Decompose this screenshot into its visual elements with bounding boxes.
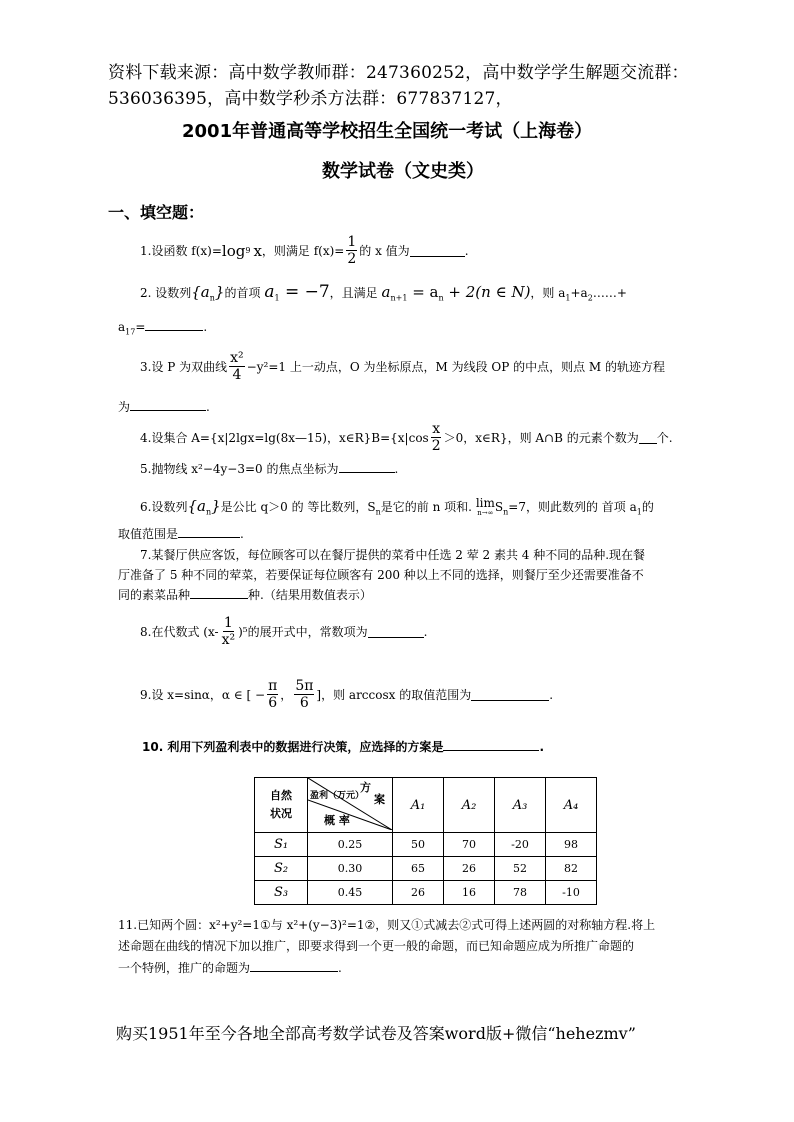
q1-post: 的 x 值为 <box>359 243 410 258</box>
q11-l3-end: . <box>338 961 342 975</box>
q9-fraction-2 <box>294 678 314 711</box>
q8-end: . <box>423 624 428 639</box>
question-9 <box>140 678 553 711</box>
q6-seq: {a <box>187 497 206 515</box>
q6-seq-sub: n <box>205 507 212 517</box>
q7-l3-end: 种.（结果用数值表示） <box>248 588 372 602</box>
q3-l2: 为 <box>118 400 131 414</box>
question-4 <box>140 421 673 454</box>
q3-fraction <box>229 350 245 383</box>
q2-l2a: a <box>118 320 126 334</box>
cell-value: 50 <box>393 833 444 857</box>
question-2 <box>140 283 627 307</box>
q1-end: . <box>464 243 469 258</box>
q1-mid: ，则满足 f(x)= <box>261 243 345 258</box>
q9-comma: ， <box>280 687 293 702</box>
q1-log-base: 9 <box>245 245 251 255</box>
row-prob: 0.30 <box>308 857 393 881</box>
table-header-row <box>255 778 597 833</box>
row-state: S₁ <box>255 833 308 857</box>
q3-text: 3.设 P 为双曲线 <box>140 359 228 374</box>
q4-num: x <box>432 421 441 437</box>
col-a4: A₄ <box>546 778 597 833</box>
cell-value: 26 <box>393 881 444 905</box>
q2-t2: 2 <box>587 293 593 303</box>
cell-value: -20 <box>495 833 546 857</box>
q2-answer-blank[interactable] <box>145 318 203 331</box>
q6-s-sub-2: n <box>503 507 509 517</box>
q6-post: S <box>494 500 504 514</box>
q3-end: . <box>206 400 210 414</box>
table-row <box>255 857 597 881</box>
q2-seq-sub: n <box>209 293 215 303</box>
q8-num: 1 <box>223 615 233 631</box>
q6-s-sub: n <box>375 507 381 517</box>
q2-l2-end: . <box>203 320 208 334</box>
q6-l2-end: . <box>240 527 244 541</box>
q2-mid1: 的首项 <box>224 286 261 300</box>
question-7-line2: 厅准备了 5 种不同的荤菜，若要保证每位顾客有 200 种以上不同的选择，则餐厅至少还需要准备不 <box>118 568 644 582</box>
col-a3: A₃ <box>495 778 546 833</box>
q6-seq-end: } <box>211 497 221 515</box>
question-11-line1: 11.已知两个圆：x²+y²=1①与 x²+(y−3)²=1②，则又①式减去②式可得上述两圆的对称轴方程.将上 <box>118 918 656 932</box>
question-6-line2 <box>118 525 244 543</box>
q2-a1-val: = −7 <box>279 282 330 302</box>
q6-text: 6.设数列 <box>140 500 188 514</box>
q6-post2: =7，则此数列的 首项 a <box>508 500 637 514</box>
col-a1: A₁ <box>393 778 444 833</box>
exam-title: 2001年普通高等学校招生全国统一考试（上海卷） <box>182 121 593 142</box>
q10-end: . <box>539 740 545 754</box>
row-head-1: 自然 <box>270 789 292 802</box>
q6-mid: 是公比 q＞0 的 等比数列，S <box>220 500 376 514</box>
q10-answer-blank[interactable] <box>443 740 539 751</box>
q9-fraction-1 <box>267 678 278 711</box>
q1-log: log <box>221 241 246 260</box>
q1-var: x <box>253 241 262 260</box>
source-line-1: 资料下载来源：高中数学教师群：247360252，高中数学学生解题交流群： <box>108 63 689 83</box>
q4-end: 个. <box>656 430 673 445</box>
q4-post: ＞0，x∈R}，则 A∩B 的元素个数为 <box>443 430 639 445</box>
question-3 <box>140 350 665 383</box>
q10-text: 10. 利用下列盈利表中的数据进行决策，应选择的方案是 <box>142 740 444 754</box>
question-7-line1: 7.某餐厅供应客饭，每位顾客可以在餐厅提供的菜肴中任选 2 荤 2 素共 4 种不同的品种.现在餐 <box>140 548 646 562</box>
cell-value: 70 <box>444 833 495 857</box>
q3-post: −y²=1 上一动点，O 为坐标原点，M 为线段 OP 的中点，则点 M 的轨迹方程 <box>246 359 666 374</box>
q7-l3: 同的素菜品种 <box>118 588 191 602</box>
q4-text: 4.设集合 A={x|2lgx=lg(8x—15)，x∈R}B={x|cos <box>140 430 429 445</box>
cell-value: 65 <box>393 857 444 881</box>
table-row <box>255 833 597 857</box>
q4-answer-blank[interactable] <box>639 431 657 444</box>
question-11-line2: 述命题在曲线的情况下加以推广，即要求得到一个更一般的命题，而已知命题应成为所推广命题的 <box>118 939 635 953</box>
row-prob: 0.45 <box>308 881 393 905</box>
q11-answer-blank[interactable] <box>250 959 338 972</box>
q2-rec: a <box>381 283 391 301</box>
row-head-2: 状况 <box>270 807 292 820</box>
q9-den1: 6 <box>268 695 278 711</box>
cell-value: 98 <box>546 833 597 857</box>
q3-answer-blank[interactable] <box>130 398 206 411</box>
q1-answer-blank[interactable] <box>410 244 465 257</box>
row-header-cell <box>255 778 308 833</box>
corner-bottom: 概 率 <box>324 814 350 827</box>
cell-value: 26 <box>444 857 495 881</box>
q2-t1: 1 <box>565 293 571 303</box>
corner-top: 方 <box>360 781 371 794</box>
q6-post3: 1 <box>636 507 642 517</box>
cell-value: 16 <box>444 881 495 905</box>
q1-text: 1.设函数 f(x)= <box>140 243 222 258</box>
q2-tail: ，则 a <box>530 286 566 300</box>
q11-l3: 一个特例，推广的命题为 <box>118 961 251 975</box>
q2-rec-sub2: n <box>438 293 444 303</box>
q1-fraction <box>346 234 357 267</box>
question-7-line3 <box>118 586 372 604</box>
q3-num: x² <box>230 350 244 366</box>
question-6 <box>140 497 654 521</box>
q6-l2: 取值范围是 <box>118 527 179 541</box>
q1-num: 1 <box>347 234 357 250</box>
q2-rec-end: + 2(n ∈ N) <box>443 283 531 301</box>
q4-den: 2 <box>431 438 441 454</box>
q6-post4: 的 <box>641 500 654 514</box>
q2-l2-sub: 17 <box>125 327 136 337</box>
q1-den: 2 <box>347 251 357 267</box>
cell-value: 52 <box>495 857 546 881</box>
q7-answer-blank[interactable] <box>190 586 248 599</box>
question-3-line2 <box>118 398 210 416</box>
cell-value: -10 <box>546 881 597 905</box>
q6-lim-sub: n→∞ <box>477 508 494 517</box>
row-state: S₂ <box>255 857 308 881</box>
q2-rec-val: = a <box>407 283 439 301</box>
q9-den2: 6 <box>299 695 309 711</box>
corner-cell <box>308 778 393 833</box>
col-a2: A₂ <box>444 778 495 833</box>
footer-note: 购买1951年至今各地全部高考数学试卷及答案word版+微信“hehezmv” <box>116 1024 636 1043</box>
q9-post: ]，则 arccosx 的取值范围为 <box>316 687 472 702</box>
q6-answer-blank[interactable] <box>178 525 240 538</box>
question-8 <box>140 615 427 648</box>
q8-post: )⁵的展开式中，常数项为 <box>238 624 368 639</box>
q5-answer-blank[interactable] <box>339 460 395 473</box>
section-heading: 一、填空题： <box>108 203 205 222</box>
question-5 <box>140 460 398 478</box>
q9-num2: 5π <box>295 678 314 694</box>
row-state: S₃ <box>255 881 308 905</box>
q2-rec-sub: n+1 <box>390 293 408 303</box>
q2-a1-sub: 1 <box>274 293 280 303</box>
corner-top2: 案 <box>374 793 385 806</box>
q2-seq: {a <box>191 283 210 301</box>
q2-l2b: = <box>135 320 146 334</box>
question-2-line2 <box>118 318 207 341</box>
q2-seq-end: } <box>214 283 225 301</box>
q5-text: 5.抛物线 x²−4y−3=0 的焦点坐标为 <box>140 462 339 476</box>
cell-value: 82 <box>546 857 597 881</box>
q9-num1: π <box>268 678 278 694</box>
q6-lim: lim <box>475 495 495 510</box>
q8-answer-blank[interactable] <box>368 625 424 638</box>
corner-mid: 盈利（万元） <box>310 791 365 801</box>
q3-den: 4 <box>232 367 242 383</box>
q4-fraction <box>431 421 442 454</box>
q8-text: 8.在代数式 (x- <box>140 624 219 639</box>
q2-a1: a <box>264 282 275 302</box>
source-line-2: 536036395，高中数学秒杀方法群：677837127， <box>108 89 513 109</box>
row-prob: 0.25 <box>308 833 393 857</box>
q5-end: . <box>394 462 399 476</box>
question-10 <box>142 738 544 755</box>
q9-end: . <box>549 687 554 702</box>
q2-mid2: ，且满足 <box>329 286 378 300</box>
q2-tail3: ……+ <box>592 286 627 300</box>
q6-limit <box>475 495 495 518</box>
question-1 <box>140 234 469 267</box>
q2-tail2: +a <box>570 286 588 300</box>
cell-value: 78 <box>495 881 546 905</box>
q6-mid2: 是它的前 n 项和. <box>380 500 472 514</box>
table-row <box>255 881 597 905</box>
question-11-line3 <box>118 959 342 977</box>
q9-text: 9.设 x=sinα，α ∈ [ − <box>140 687 266 702</box>
q8-den: x² <box>221 632 236 648</box>
q2-text: 2. 设数列 <box>140 286 192 300</box>
profit-table <box>254 777 597 905</box>
q8-fraction <box>221 615 237 648</box>
exam-subtitle: 数学试卷（文史类） <box>322 161 484 182</box>
q9-answer-blank[interactable] <box>471 688 549 701</box>
